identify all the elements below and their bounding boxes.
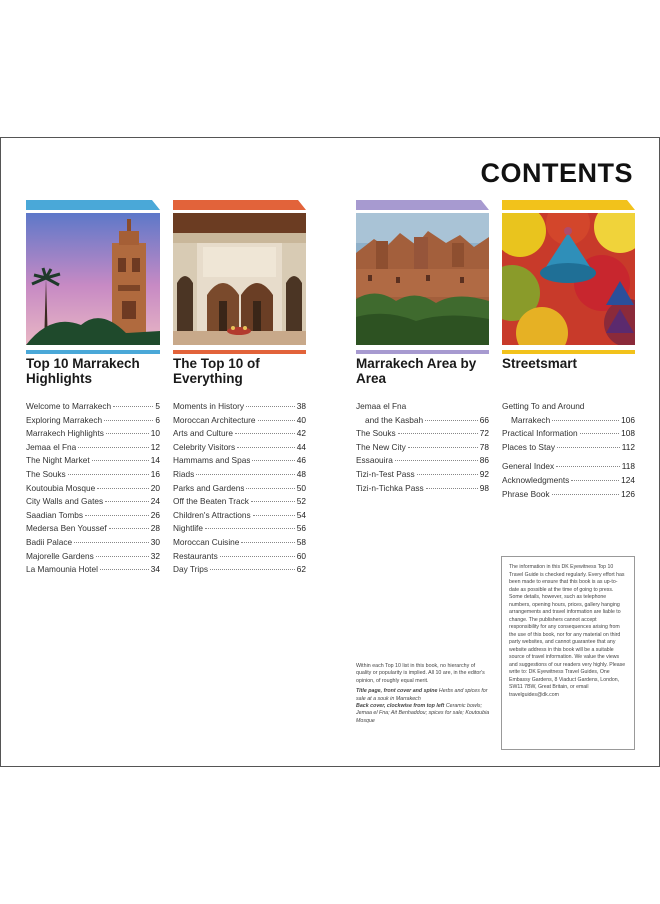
dot-leader <box>97 488 149 489</box>
dot-leader <box>251 501 295 502</box>
dot-leader <box>253 515 295 516</box>
toc-entry <box>173 427 306 441</box>
toc-entry-label: Exploring Marrakech <box>26 414 103 425</box>
dot-leader <box>220 556 295 557</box>
section-color-tab <box>356 200 489 210</box>
dot-leader <box>92 460 149 461</box>
dot-leader <box>425 420 478 421</box>
toc-entry <box>173 468 306 482</box>
toc-list <box>26 400 160 577</box>
toc-entry-label: Marrakech <box>511 414 551 425</box>
section-title: Streetsmart <box>502 356 578 371</box>
back-cover-heading: Back cover, clockwise from top left <box>356 703 445 710</box>
section-title: Marrakech Area by Area <box>356 356 477 386</box>
toc-entry-label: Marrakech Highlights <box>26 428 104 439</box>
toc-entry <box>502 427 635 441</box>
toc-page-number: 92 <box>479 468 489 479</box>
toc-entry <box>173 482 306 496</box>
dot-leader <box>113 406 153 407</box>
toc-page-number: 46 <box>296 455 306 466</box>
dot-leader <box>552 494 620 495</box>
dot-leader <box>552 420 619 421</box>
spice-cones-photo <box>502 213 635 345</box>
dot-leader <box>395 460 478 461</box>
toc-entry-label: Restaurants <box>173 550 218 561</box>
dot-leader <box>109 528 149 529</box>
dot-leader <box>237 447 295 448</box>
toc-entry <box>26 400 160 414</box>
toc-entry <box>173 414 306 428</box>
toc-page-number: 62 <box>296 564 306 575</box>
toc-page-number: 118 <box>621 461 635 472</box>
toc-entry <box>356 441 489 455</box>
toc-entry-label: Koutoubia Mosque <box>26 482 96 493</box>
dot-leader <box>398 433 478 434</box>
dot-leader <box>235 433 295 434</box>
toc-entry-label: Tizi-n-Tichka Pass <box>356 482 424 493</box>
toc-entry-label: Day Trips <box>173 564 209 575</box>
section-rule <box>502 350 635 354</box>
toc-entry <box>173 536 306 550</box>
toc-page-number: 60 <box>296 550 306 561</box>
toc-page-number: 58 <box>296 536 306 547</box>
cover-credits <box>356 688 491 725</box>
toc-page-number: 54 <box>296 509 306 520</box>
toc-entry <box>173 495 306 509</box>
toc-entry <box>173 550 306 564</box>
toc-entry <box>26 495 160 509</box>
toc-entry <box>26 454 160 468</box>
toc-page-number: 5 <box>155 401 160 411</box>
toc-page-number: 52 <box>296 496 306 507</box>
toc-page-number: 32 <box>150 550 160 561</box>
toc-page-number: 34 <box>150 564 160 575</box>
dot-leader <box>571 480 619 481</box>
toc-entry-label: Moroccan Architecture <box>173 414 256 425</box>
dot-leader <box>96 556 149 557</box>
riad-courtyard-photo <box>173 213 306 345</box>
page-title: CONTENTS <box>480 158 633 188</box>
dot-leader <box>196 474 295 475</box>
toc-entry-label: Children's Attractions <box>173 509 251 520</box>
toc-page-number: 108 <box>621 428 635 439</box>
toc-page-number: 48 <box>296 468 306 479</box>
toc-entry-label: Badii Palace <box>26 536 73 547</box>
dot-leader <box>258 420 295 421</box>
section-title: The Top 10 of Everything <box>173 356 260 386</box>
toc-page-number: 56 <box>296 523 306 534</box>
toc-list <box>356 400 489 495</box>
toc-entry-label: La Mamounia Hotel <box>26 564 98 575</box>
toc-list <box>502 400 635 501</box>
toc-page-number: 78 <box>479 441 489 452</box>
front-cover-text: Herbs and spices for sale at a souk in Marrakech <box>356 688 488 702</box>
toc-entry <box>356 427 489 441</box>
toc-entry-label: Saadian Tombs <box>26 509 84 520</box>
toc-page-number: 126 <box>621 488 635 499</box>
toc-page-number: 30 <box>150 536 160 547</box>
toc-entry <box>173 563 306 577</box>
toc-page-number: 106 <box>621 414 635 425</box>
toc-page-number: 20 <box>150 482 160 493</box>
toc-page-number: 98 <box>479 482 489 493</box>
section-rule <box>356 350 489 354</box>
toc-entry-label: Welcome to Marrakech <box>26 401 112 411</box>
toc-page-number: 24 <box>150 496 160 507</box>
toc-entry <box>173 441 306 455</box>
dot-leader <box>241 542 294 543</box>
toc-page-number: 6 <box>155 414 160 425</box>
toc-entry-label: Riads <box>173 468 195 479</box>
section-color-tab <box>173 200 306 210</box>
toc-page-number: 112 <box>621 441 635 452</box>
toc-entry <box>502 414 635 428</box>
toc-entry <box>26 427 160 441</box>
dot-leader <box>580 433 620 434</box>
toc-page-number: 50 <box>296 482 306 493</box>
toc-entry <box>26 509 160 523</box>
toc-entry-label: Acknowledgments <box>502 474 570 485</box>
toc-page-number: 86 <box>479 455 489 466</box>
dot-leader <box>105 501 149 502</box>
toc-entry-label: Jemaa el Fna <box>356 401 407 411</box>
dot-leader <box>78 447 148 448</box>
dot-leader <box>246 406 295 407</box>
toc-entry <box>173 454 306 468</box>
toc-entry <box>173 522 306 536</box>
toc-entry-label: General Index <box>502 461 555 472</box>
toc-entry-label: The Souks <box>26 468 66 479</box>
toc-entry <box>26 563 160 577</box>
toc-entry-label: and the Kasbah <box>365 414 424 425</box>
dot-leader <box>417 474 478 475</box>
front-cover-heading: Title page, front cover and spine <box>356 688 438 695</box>
toc-entry <box>502 460 635 474</box>
toc-entry-label: Hammams and Spas <box>173 455 251 466</box>
dot-leader <box>246 488 294 489</box>
dot-leader <box>408 447 478 448</box>
toc-entry <box>502 474 635 488</box>
toc-entry-label: Off the Beaten Track <box>173 496 249 507</box>
toc-page-number: 14 <box>150 455 160 466</box>
toc-entry-label: Moments in History <box>173 401 245 411</box>
dot-leader <box>85 515 149 516</box>
toc-entry <box>26 536 160 550</box>
toc-entry-label: Parks and Gardens <box>173 482 245 493</box>
dot-leader <box>426 488 478 489</box>
toc-entry <box>356 468 489 482</box>
toc-entry <box>502 488 635 502</box>
toc-page-number: 42 <box>296 428 306 439</box>
toc-entry-label: Arts and Culture <box>173 428 233 439</box>
toc-entry <box>26 550 160 564</box>
toc-entry-label: Moroccan Cuisine <box>173 536 240 547</box>
section-color-tab <box>26 200 160 210</box>
dot-leader <box>210 569 295 570</box>
toc-entry-label: Getting To and Around <box>502 401 585 411</box>
toc-page-number: 16 <box>150 468 160 479</box>
toc-page-number: 72 <box>479 428 489 439</box>
dot-leader <box>252 460 294 461</box>
toc-entry <box>356 454 489 468</box>
dot-leader <box>74 542 149 543</box>
toc-page-number: 40 <box>296 414 306 425</box>
toc-entry <box>26 414 160 428</box>
toc-entry <box>173 400 306 414</box>
toc-entry <box>356 414 489 428</box>
toc-page-number: 38 <box>296 401 306 411</box>
toc-page-number: 124 <box>621 474 635 485</box>
toc-list <box>173 400 306 577</box>
toc-entry <box>356 482 489 496</box>
ranking-text: Within each Top 10 list in this book, no hierarchy of quality or popularity is implied. All 10 are, in the editor's opinion, of roughly equal merit. <box>356 663 485 684</box>
toc-page-number: 26 <box>150 509 160 520</box>
toc-page-number: 66 <box>479 414 489 425</box>
koutoubia-minaret-photo <box>26 213 160 345</box>
ranking-note <box>356 663 491 725</box>
dot-leader <box>557 447 620 448</box>
disclaimer-box: The information in this DK Eyewitness Top 10 Travel Guide is checked regularly. Every effort has been made to ensure that this book is as up-to-date as possible at the time of going to press. Some details, however, such as telephone numbers, opening hours, prices, gallery hanging arrangements and travel information are liable to change. The publishers cannot accept responsibility for any consequences arising from the use of this book, nor for any material on third party websites, and cannot guarantee that any website address in this book will be a suitable source of travel information. We value the views and suggestions of our readers very highly. Please write to: DK Eyewitness Travel Guides, One Embassy Gardens, 8 Viaduct Gardens, London, SW11 7BW, Great Britain, or email travelguides@dk.com <box>501 556 635 750</box>
dot-leader <box>205 528 295 529</box>
toc-entry-label: Essaouira <box>356 455 393 466</box>
kasbah-village-photo <box>356 213 489 345</box>
toc-entry-label: The Souks <box>356 428 396 439</box>
back-cover-text: Ceramic bowls; Jemaa el Fna; Ait Benhaddou; spices for sale; Koutoubia Mosque <box>356 703 490 724</box>
toc-entry-label: The Night Market <box>26 455 90 466</box>
toc-page-number: 28 <box>150 523 160 534</box>
toc-entry-label: Celebrity Visitors <box>173 441 236 452</box>
toc-entry-label: Places to Stay <box>502 441 556 452</box>
toc-entry-label: The New City <box>356 441 406 452</box>
dot-leader <box>68 474 149 475</box>
toc-entry <box>26 522 160 536</box>
dot-leader <box>556 466 620 467</box>
book-spread <box>0 137 660 767</box>
section-color-tab <box>502 200 635 210</box>
toc-entry-label: City Walls and Gates <box>26 496 104 507</box>
toc-entry <box>173 509 306 523</box>
dot-leader <box>100 569 149 570</box>
toc-entry-label: Tizi-n-Test Pass <box>356 468 415 479</box>
toc-entry-label: Majorelle Gardens <box>26 550 94 561</box>
toc-page-number: 12 <box>150 441 160 452</box>
section-rule <box>26 350 160 354</box>
section-rule <box>173 350 306 354</box>
toc-entry <box>26 482 160 496</box>
toc-entry-label: Jemaa el Fna <box>26 441 77 452</box>
toc-entry <box>26 441 160 455</box>
dot-leader <box>106 433 149 434</box>
toc-entry <box>502 441 635 455</box>
section-title: Top 10 Marrakech Highlights <box>26 356 140 386</box>
toc-entry <box>26 468 160 482</box>
toc-entry-label: Medersa Ben Youssef <box>26 523 107 534</box>
toc-page-number: 10 <box>150 428 160 439</box>
dot-leader <box>104 420 153 421</box>
toc-entry-label: Nightlife <box>173 523 203 534</box>
toc-entry-label: Practical Information <box>502 428 578 439</box>
toc-entry-label: Phrase Book <box>502 488 550 499</box>
toc-page-number: 44 <box>296 441 306 452</box>
